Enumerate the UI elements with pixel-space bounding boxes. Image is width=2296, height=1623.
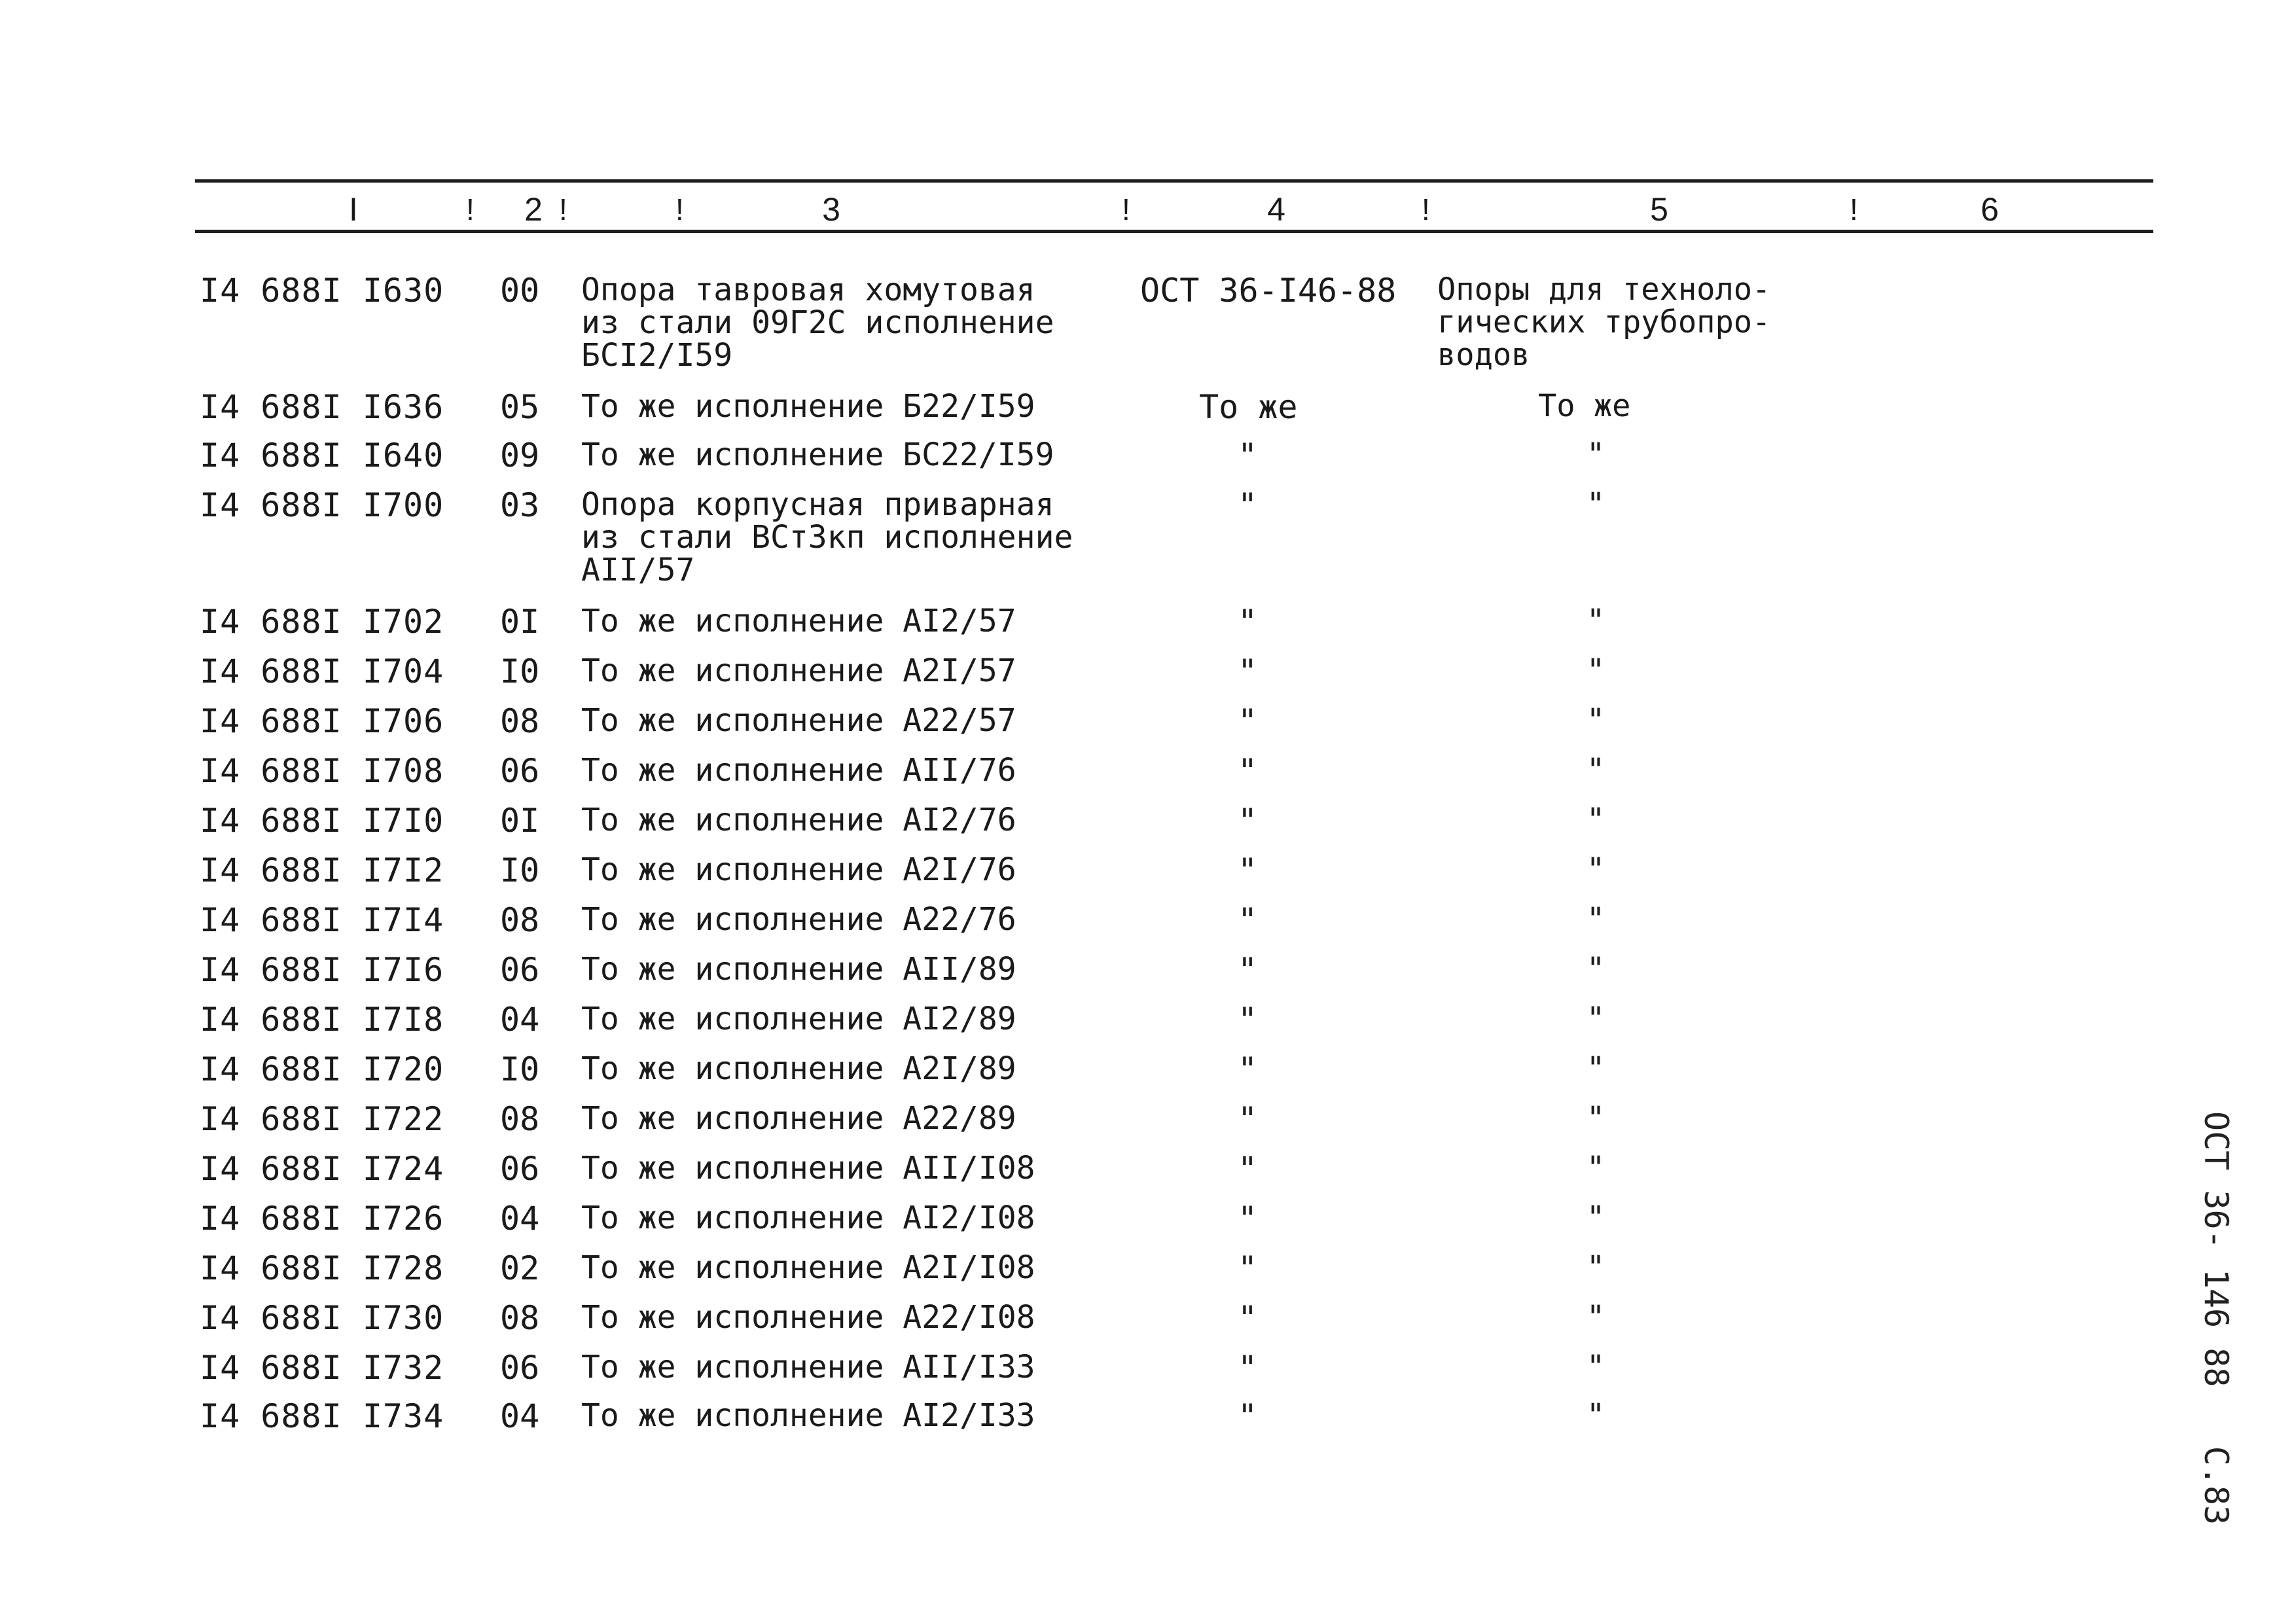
product-group: " [1586,603,1605,639]
product-group: То же [1538,388,1631,424]
standard-document: " [1237,1150,1258,1188]
product-group: " [1586,752,1605,788]
version-number: 04 [500,1397,540,1435]
item-code: I4 688I I708 [200,752,444,790]
version-number: 04 [500,1200,540,1238]
item-code: I4 688I I730 [200,1299,444,1337]
standard-document: " [1237,1200,1258,1238]
product-group: " [1586,1050,1605,1086]
standard-document: " [1237,851,1258,889]
column-separator: ! [559,192,567,226]
standard-document: " [1237,1397,1258,1435]
item-description: То же исполнение AI2/I08 [581,1200,1035,1236]
item-code: I4 688I I726 [200,1200,444,1238]
item-description: Опора тавровая хомутовая из стали 09Г2С исполнение БСI2/I59 [581,272,1054,374]
item-code: I4 688I I722 [200,1100,444,1138]
table-top-rule [195,179,2153,183]
column-header-1: I [349,191,358,228]
version-number: 0I [500,603,540,641]
product-group: Опоры для техноло- гических трубопро- водов [1437,272,1771,373]
item-description: То же исполнение AII/89 [581,951,1016,988]
standard-document: " [1237,1050,1258,1088]
product-group: " [1586,486,1605,522]
version-number: I0 [500,652,540,690]
version-number: 04 [500,1001,540,1039]
column-header-4: 4 [1267,191,1285,228]
item-code: I4 688I I732 [200,1349,444,1387]
product-group: " [1586,1299,1605,1335]
standard-document: " [1237,1349,1258,1387]
item-description: То же исполнение AI2/76 [581,802,1016,838]
version-number: 05 [500,388,540,426]
standard-document: " [1237,603,1258,641]
column-separator: ! [466,192,475,226]
item-code: I4 688I I734 [200,1397,444,1435]
product-group: " [1586,1150,1605,1186]
standard-document: " [1237,752,1258,790]
product-group: " [1586,901,1605,937]
column-header-5: 5 [1650,191,1668,228]
item-code: I4 688I I706 [200,702,444,740]
column-header-3: 3 [822,191,840,228]
item-description: То же исполнение A2I/57 [581,652,1016,689]
version-number: 06 [500,951,540,989]
item-description: То же исполнение A2I/89 [581,1050,1016,1087]
product-group: " [1586,1001,1605,1037]
item-code: I4 688I I728 [200,1249,444,1287]
item-code: I4 688I I7I2 [200,851,444,889]
standard-document: " [1237,1299,1258,1337]
item-description: То же исполнение A2I/I08 [581,1249,1035,1286]
column-separator: ! [675,192,684,226]
product-group: " [1586,802,1605,838]
item-description: То же исполнение AI2/57 [581,603,1016,639]
version-number: 06 [500,752,540,790]
standard-document: " [1237,1249,1258,1287]
item-code: I4 688I I720 [200,1050,444,1088]
item-description: То же исполнение AI2/I33 [581,1397,1035,1434]
item-description: То же исполнение A2I/76 [581,851,1016,888]
standard-document: " [1237,437,1258,474]
item-description: То же исполнение AII/76 [581,752,1016,789]
version-number: 08 [500,1299,540,1337]
version-number: I0 [500,851,540,889]
table-header-rule [195,230,2153,233]
item-code: I4 688I I636 [200,388,444,426]
product-group: " [1586,1200,1605,1236]
version-number: 09 [500,437,540,474]
item-description: То же исполнение AII/I08 [581,1150,1035,1186]
item-code: I4 688I I630 [200,272,444,310]
version-number: 08 [500,702,540,740]
item-description: То же исполнение A22/89 [581,1100,1016,1137]
item-description: То же исполнение AII/I33 [581,1349,1035,1385]
item-description: То же исполнение AI2/89 [581,1001,1016,1037]
version-number: I0 [500,1050,540,1088]
standard-document: " [1237,901,1258,939]
version-number: 06 [500,1150,540,1188]
item-code: I4 688I I640 [200,437,444,474]
item-code: I4 688I I724 [200,1150,444,1188]
version-number: 0I [500,802,540,840]
version-number: 08 [500,1100,540,1138]
item-description: То же исполнение A22/57 [581,702,1016,739]
item-description: То же исполнение БС22/I59 [581,437,1054,473]
item-description: Опора корпусная приварная из стали ВСт3кп исполнение AII/57 [581,486,1073,588]
column-separator: ! [1422,192,1430,226]
item-description: То же исполнение A22/I08 [581,1299,1035,1336]
item-description: То же исполнение Б22/I59 [581,388,1035,425]
column-separator: ! [1122,192,1130,226]
version-number: 03 [500,486,540,524]
item-code: I4 688I I7I0 [200,802,444,840]
version-number: 06 [500,1349,540,1387]
version-number: 02 [500,1249,540,1287]
item-code: I4 688I I7I4 [200,901,444,939]
product-group: " [1586,702,1605,738]
standard-document: " [1237,951,1258,989]
item-code: I4 688I I7I8 [200,1001,444,1039]
standard-document: " [1237,486,1258,524]
standard-document: " [1237,802,1258,840]
product-group: " [1586,437,1605,473]
item-code: I4 688I I700 [200,486,444,524]
product-group: " [1586,1249,1605,1285]
product-group: " [1586,951,1605,987]
standard-document: ОСТ 36-I46-88 [1140,272,1397,310]
product-group: " [1586,652,1605,688]
standard-document: То же [1199,388,1298,426]
document-reference-note: ОСТ 36- 146 88 С.83 [2197,1111,2235,1525]
standard-document: " [1237,652,1258,690]
product-group: " [1586,1397,1605,1433]
item-code: I4 688I I7I6 [200,951,444,989]
item-code: I4 688I I704 [200,652,444,690]
version-number: 00 [500,272,540,310]
product-group: " [1586,1349,1605,1385]
item-description: То же исполнение A22/76 [581,901,1016,938]
side-margin-note [2183,1111,2249,1543]
column-header-2: 2 [524,191,543,228]
standard-document: " [1237,1001,1258,1039]
standard-document: " [1237,702,1258,740]
standard-document: " [1237,1100,1258,1138]
product-group: " [1586,1100,1605,1136]
product-group: " [1586,851,1605,887]
item-code: I4 688I I702 [200,603,444,641]
version-number: 08 [500,901,540,939]
column-separator: ! [1850,192,1858,226]
column-header-6: 6 [1981,191,1999,228]
